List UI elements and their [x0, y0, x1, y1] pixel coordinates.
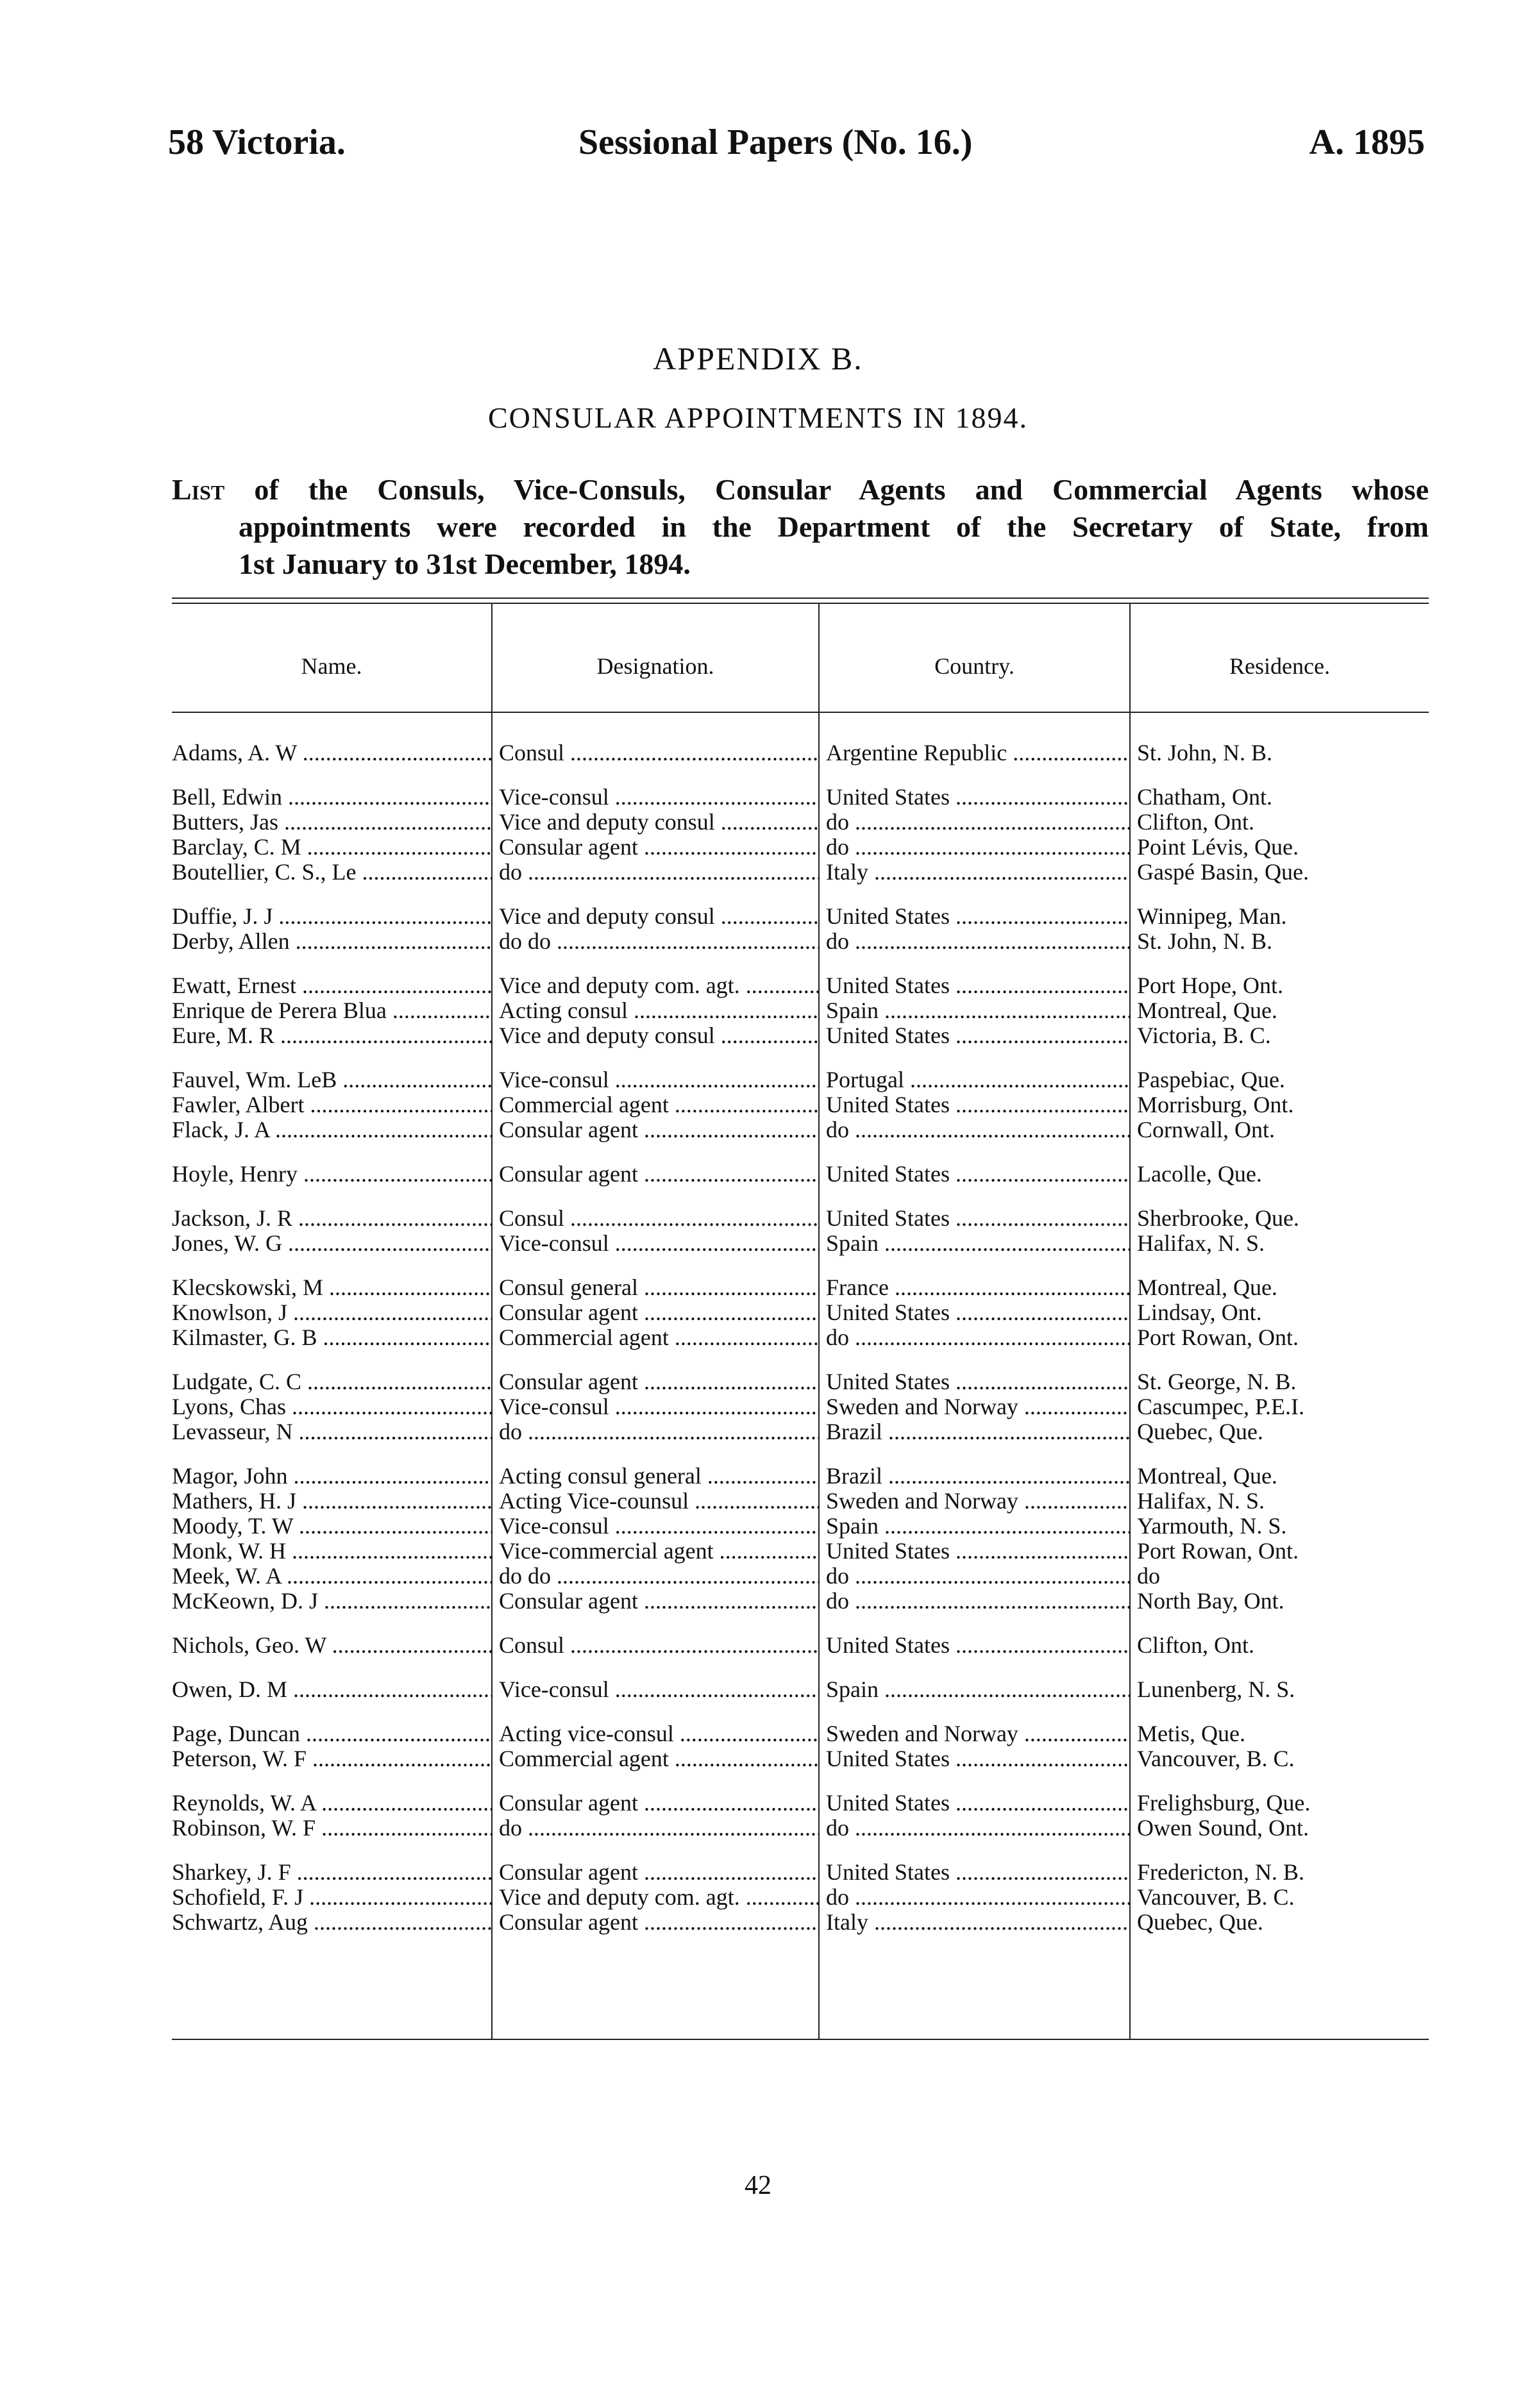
cell-country: do .....	[826, 1589, 1131, 1614]
cell-country: Sweden and Norway .....	[826, 1489, 1131, 1514]
table-row	[172, 1489, 1429, 1514]
consular-appointments-table	[172, 603, 1429, 2052]
cell-name: Derby, Allen .....	[172, 929, 493, 954]
column-header-name: Name.	[301, 653, 362, 679]
cell-residence: Montreal, Que.	[1137, 1275, 1277, 1300]
cell-name: Jackson, J. R .....	[172, 1206, 493, 1231]
table-body	[172, 740, 1429, 1954]
column-header-designation: Designation.	[596, 653, 714, 679]
cell-name: Peterson, W. F .....	[172, 1746, 493, 1771]
table-row	[172, 810, 1429, 835]
header-session: 58 Victoria.	[168, 122, 346, 162]
cell-designation: Consular agent .....	[499, 835, 820, 860]
table-row	[172, 1860, 1429, 1885]
cell-residence: Point Lévis, Que.	[1137, 835, 1299, 860]
cell-designation: Vice-consul .....	[499, 1067, 820, 1092]
cell-name: Kilmaster, G. B .....	[172, 1325, 493, 1350]
cell-name: Fauvel, Wm. LeB .....	[172, 1067, 493, 1092]
table-row	[172, 1910, 1429, 1935]
cell-country: do .....	[826, 810, 1131, 835]
column-header-residence: Residence.	[1229, 653, 1330, 679]
cell-country: Spain .....	[826, 1231, 1131, 1256]
cell-designation: Vice and deputy com. agt. .....	[499, 973, 820, 998]
cell-residence: Vancouver, B. C.	[1137, 1746, 1295, 1771]
cell-country: Argentine Republic .....	[826, 740, 1131, 765]
cell-country: Italy .....	[826, 1910, 1131, 1935]
cell-residence: Winnipeg, Man.	[1137, 904, 1287, 929]
table-row	[172, 1394, 1429, 1419]
table-row	[172, 998, 1429, 1023]
cell-country: do .....	[826, 1885, 1131, 1910]
cell-country: Portugal .....	[826, 1067, 1131, 1092]
cell-residence: Halifax, N. S.	[1137, 1489, 1265, 1514]
cell-designation: Acting consul general .....	[499, 1464, 820, 1489]
cell-country: United States .....	[826, 973, 1131, 998]
table-row	[172, 1300, 1429, 1325]
cell-designation: Vice and deputy consul .....	[499, 904, 820, 929]
cell-residence: Owen Sound, Ont.	[1137, 1816, 1309, 1841]
table-row	[172, 1564, 1429, 1589]
header-title: Sessional Papers (No. 16.)	[578, 122, 973, 162]
cell-name: Hoyle, Henry .....	[172, 1162, 493, 1187]
cell-residence: Quebec, Que.	[1137, 1910, 1263, 1935]
cell-country: United States .....	[826, 785, 1131, 810]
cell-designation: do .....	[499, 1419, 820, 1444]
cell-designation: Commercial agent .....	[499, 1746, 820, 1771]
table-row	[172, 860, 1429, 885]
table-row	[172, 1746, 1429, 1771]
cell-residence: Chatham, Ont.	[1137, 785, 1272, 810]
intro-line-2: appointments were recorded in the Department of the Secretary of State, from	[239, 510, 1429, 543]
cell-name: Knowlson, J .....	[172, 1300, 493, 1325]
cell-name: Flack, J. A .....	[172, 1117, 493, 1142]
cell-name: Ludgate, C. C .....	[172, 1369, 493, 1394]
cell-name: Jones, W. G .....	[172, 1231, 493, 1256]
cell-name: Fawler, Albert .....	[172, 1092, 493, 1117]
cell-designation: Acting Vice-counsul .....	[499, 1489, 820, 1514]
cell-name: Sharkey, J. F .....	[172, 1860, 493, 1885]
cell-designation: Vice-consul .....	[499, 1394, 820, 1419]
table-row	[172, 973, 1429, 998]
cell-residence: Clifton, Ont.	[1137, 810, 1255, 835]
cell-designation: do do .....	[499, 929, 820, 954]
table-row	[172, 740, 1429, 765]
cell-name: Page, Duncan .....	[172, 1721, 493, 1746]
table-row	[172, 1162, 1429, 1187]
table-row	[172, 1464, 1429, 1489]
cell-designation: Consul .....	[499, 1206, 820, 1231]
cell-name: Magor, John .....	[172, 1464, 493, 1489]
cell-residence: Cascumpec, P.E.I.	[1137, 1394, 1304, 1419]
cell-residence: Montreal, Que.	[1137, 998, 1277, 1023]
cell-name: Monk, W. H .....	[172, 1539, 493, 1564]
cell-designation: Consular agent .....	[499, 1910, 820, 1935]
cell-designation: Vice and deputy com. agt. .....	[499, 1885, 820, 1910]
intro-line-3: 1st January to 31st December, 1894.	[239, 548, 691, 580]
cell-residence: Montreal, Que.	[1137, 1464, 1277, 1489]
header-year: A. 1895	[1309, 122, 1425, 162]
cell-designation: Vice and deputy consul .....	[499, 810, 820, 835]
cell-designation: Vice and deputy consul .....	[499, 1023, 820, 1048]
cell-country: do .....	[826, 1816, 1131, 1841]
table-group	[172, 1633, 1429, 1658]
cell-residence: Vancouver, B. C.	[1137, 1885, 1295, 1910]
cell-residence: Port Rowan, Ont.	[1137, 1539, 1299, 1564]
cell-residence: Gaspé Basin, Que.	[1137, 860, 1309, 885]
table-row	[172, 1677, 1429, 1702]
cell-residence: Halifax, N. S.	[1137, 1231, 1265, 1256]
cell-name: Levasseur, N .....	[172, 1419, 493, 1444]
cell-designation: Vice-consul .....	[499, 1677, 820, 1702]
intro-line-1	[172, 471, 1429, 508]
cell-country: do .....	[826, 835, 1131, 860]
table-row	[172, 1231, 1429, 1256]
table-group	[172, 785, 1429, 885]
cell-residence: Sherbrooke, Que.	[1137, 1206, 1299, 1231]
cell-residence: St. John, N. B.	[1137, 929, 1273, 954]
cell-residence: Paspebiac, Que.	[1137, 1067, 1285, 1092]
cell-designation: Consular agent .....	[499, 1117, 820, 1142]
cell-name: Reynolds, W. A .....	[172, 1791, 493, 1816]
intro-lead-word: List	[172, 473, 225, 506]
table-row	[172, 835, 1429, 860]
table-group	[172, 1067, 1429, 1142]
table-row	[172, 1539, 1429, 1564]
cell-country: do .....	[826, 929, 1131, 954]
table-row	[172, 1885, 1429, 1910]
cell-residence: Morrisburg, Ont.	[1137, 1092, 1294, 1117]
cell-country: Italy .....	[826, 860, 1131, 885]
cell-name: Duffie, J. J .....	[172, 904, 493, 929]
table-group	[172, 904, 1429, 954]
cell-country: do .....	[826, 1117, 1131, 1142]
section-subtitle: CONSULAR APPOINTMENTS IN 1894.	[487, 401, 1029, 434]
cell-country: United States .....	[826, 1023, 1131, 1048]
table-group	[172, 1464, 1429, 1614]
table-row	[172, 1633, 1429, 1658]
table-row	[172, 1816, 1429, 1841]
cell-designation: do do .....	[499, 1564, 820, 1589]
cell-designation: do .....	[499, 1816, 820, 1841]
table-group	[172, 1860, 1429, 1935]
cell-country: Brazil .....	[826, 1419, 1131, 1444]
table-row	[172, 904, 1429, 929]
cell-residence: Fredericton, N. B.	[1137, 1860, 1304, 1885]
intro-paragraph	[172, 471, 1429, 583]
table-row	[172, 929, 1429, 954]
cell-designation: Consul .....	[499, 1633, 820, 1658]
table-group	[172, 1206, 1429, 1256]
cell-name: Klecskowski, M .....	[172, 1275, 493, 1300]
table-row	[172, 1721, 1429, 1746]
cell-country: United States .....	[826, 1860, 1131, 1885]
table-row	[172, 1589, 1429, 1614]
cell-name: Eure, M. R .....	[172, 1023, 493, 1048]
cell-country: United States .....	[826, 1162, 1131, 1187]
cell-name: Moody, T. W .....	[172, 1514, 493, 1539]
page-number: 42	[745, 2171, 771, 2200]
table-row	[172, 785, 1429, 810]
intro-line-1-text: of the Consuls, Vice-Consuls, Consular Agents and Commercial Agents whose	[224, 473, 1429, 506]
table-group	[172, 1162, 1429, 1187]
cell-designation: Vice-consul .....	[499, 1514, 820, 1539]
cell-country: United States .....	[826, 1369, 1131, 1394]
table-group	[172, 1791, 1429, 1841]
cell-country: Sweden and Norway .....	[826, 1394, 1131, 1419]
cell-residence: Lacolle, Que.	[1137, 1162, 1262, 1187]
table-row	[172, 1206, 1429, 1231]
table-row	[172, 1067, 1429, 1092]
cell-country: United States .....	[826, 1746, 1131, 1771]
cell-name: Meek, W. A .....	[172, 1564, 493, 1589]
running-head	[168, 122, 1425, 173]
cell-designation: Commercial agent .....	[499, 1092, 820, 1117]
cell-residence: Cornwall, Ont.	[1137, 1117, 1275, 1142]
cell-residence: Port Hope, Ont.	[1137, 973, 1283, 998]
cell-designation: Consular agent .....	[499, 1369, 820, 1394]
table-row	[172, 1117, 1429, 1142]
cell-designation: Acting consul .....	[499, 998, 820, 1023]
table-group	[172, 1275, 1429, 1350]
cell-country: United States .....	[826, 1300, 1131, 1325]
table-row	[172, 1275, 1429, 1300]
cell-country: do .....	[826, 1325, 1131, 1350]
cell-designation: Vice-commercial agent .....	[499, 1539, 820, 1564]
table-bottom-rule	[172, 2039, 1429, 2040]
cell-residence: Lindsay, Ont.	[1137, 1300, 1262, 1325]
table-row	[172, 1791, 1429, 1816]
cell-name: Bell, Edwin .....	[172, 785, 493, 810]
cell-residence: do	[1137, 1564, 1160, 1589]
table-row	[172, 1092, 1429, 1117]
cell-name: Nichols, Geo. W .....	[172, 1633, 493, 1658]
appendix-title: APPENDIX B.	[653, 340, 863, 376]
cell-designation: Vice-consul .....	[499, 1231, 820, 1256]
table-group	[172, 1721, 1429, 1771]
cell-designation: Commercial agent .....	[499, 1325, 820, 1350]
cell-name: Robinson, W. F .....	[172, 1816, 493, 1841]
cell-country: do .....	[826, 1564, 1131, 1589]
cell-country: United States .....	[826, 1633, 1131, 1658]
cell-country: Spain .....	[826, 1677, 1131, 1702]
cell-name: Mathers, H. J .....	[172, 1489, 493, 1514]
cell-designation: do .....	[499, 860, 820, 885]
cell-residence: St. George, N. B.	[1137, 1369, 1297, 1394]
cell-residence: Metis, Que.	[1137, 1721, 1245, 1746]
table-row	[172, 1514, 1429, 1539]
cell-designation: Consular agent .....	[499, 1791, 820, 1816]
cell-country: France .....	[826, 1275, 1131, 1300]
cell-residence: North Bay, Ont.	[1137, 1589, 1284, 1614]
cell-name: Adams, A. W .....	[172, 740, 493, 765]
cell-name: Enrique de Perera Blua .....	[172, 998, 493, 1023]
title-double-rule-top	[172, 598, 1429, 599]
table-group	[172, 740, 1429, 765]
cell-country: United States .....	[826, 1539, 1131, 1564]
cell-designation: Consul general .....	[499, 1275, 820, 1300]
header-rule	[172, 712, 1429, 713]
cell-designation: Consular agent .....	[499, 1300, 820, 1325]
cell-designation: Acting vice-consul .....	[499, 1721, 820, 1746]
cell-name: Butters, Jas .....	[172, 810, 493, 835]
cell-residence: Victoria, B. C.	[1137, 1023, 1271, 1048]
cell-designation: Consular agent .....	[499, 1589, 820, 1614]
cell-residence: St. John, N. B.	[1137, 740, 1273, 765]
table-row	[172, 1023, 1429, 1048]
column-header-country: Country.	[934, 653, 1015, 679]
table-row	[172, 1325, 1429, 1350]
cell-country: United States .....	[826, 1206, 1131, 1231]
cell-residence: Frelighsburg, Que.	[1137, 1791, 1311, 1816]
cell-country: Spain .....	[826, 998, 1131, 1023]
cell-country: United States .....	[826, 1092, 1131, 1117]
cell-country: Sweden and Norway .....	[826, 1721, 1131, 1746]
cell-residence: Lunenberg, N. S.	[1137, 1677, 1295, 1702]
table-row	[172, 1419, 1429, 1444]
cell-country: United States .....	[826, 904, 1131, 929]
cell-name: Boutellier, C. S., Le .....	[172, 860, 493, 885]
table-group	[172, 973, 1429, 1048]
cell-name: Schwartz, Aug .....	[172, 1910, 493, 1935]
cell-residence: Yarmouth, N. S.	[1137, 1514, 1287, 1539]
cell-country: Brazil .....	[826, 1464, 1131, 1489]
cell-name: Ewatt, Ernest .....	[172, 973, 493, 998]
cell-country: Spain .....	[826, 1514, 1131, 1539]
cell-residence: Port Rowan, Ont.	[1137, 1325, 1299, 1350]
cell-name: Owen, D. M .....	[172, 1677, 493, 1702]
cell-designation: Consul .....	[499, 740, 820, 765]
cell-residence: Clifton, Ont.	[1137, 1633, 1255, 1658]
cell-designation: Vice-consul .....	[499, 785, 820, 810]
cell-designation: Consular agent .....	[499, 1860, 820, 1885]
cell-name: Schofield, F. J .....	[172, 1885, 493, 1910]
cell-name: Lyons, Chas .....	[172, 1394, 493, 1419]
cell-country: United States .....	[826, 1791, 1131, 1816]
table-group	[172, 1677, 1429, 1702]
cell-residence: Quebec, Que.	[1137, 1419, 1263, 1444]
cell-designation: Consular agent .....	[499, 1162, 820, 1187]
table-group	[172, 1369, 1429, 1444]
cell-name: Barclay, C. M .....	[172, 835, 493, 860]
cell-name: McKeown, D. J .....	[172, 1589, 493, 1614]
table-row	[172, 1369, 1429, 1394]
